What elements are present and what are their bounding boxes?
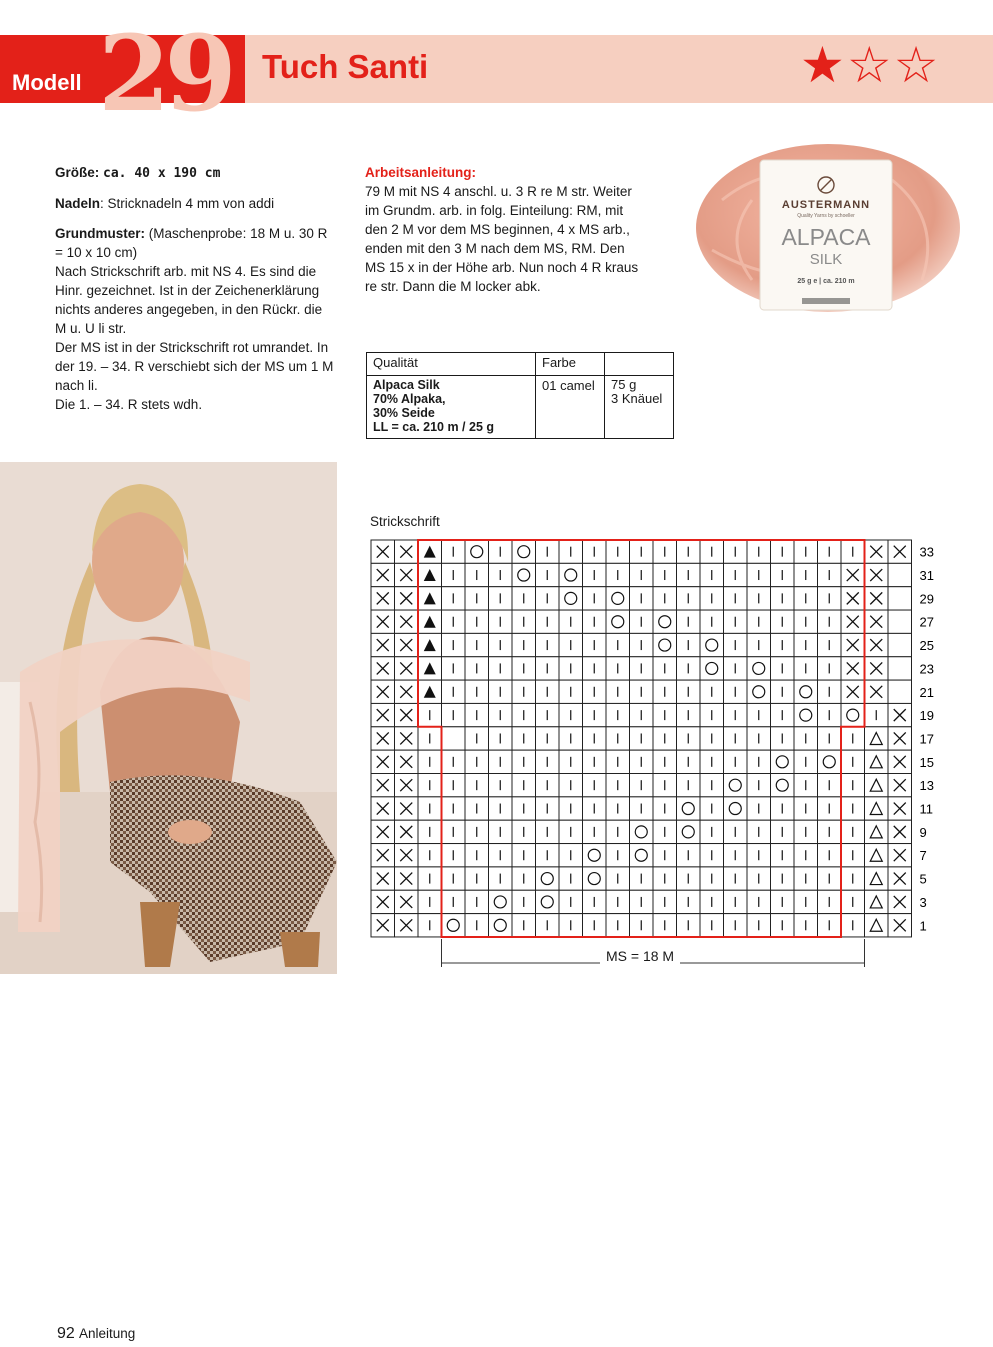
chart-cell (489, 914, 513, 937)
table-cell-quality (367, 376, 536, 439)
size-label: Größe: (55, 165, 100, 180)
amount-line: 3 Knäuel (611, 391, 663, 406)
instructions-heading: Arbeitsanleitung: (365, 165, 477, 180)
row-number: 9 (919, 824, 927, 840)
chart-cell (888, 657, 912, 680)
page-number: 92 (57, 1325, 75, 1342)
page-label: Anleitung (78, 1326, 136, 1341)
yarn-brand: AUSTERMANN (781, 199, 871, 211)
chart-cell (559, 587, 583, 610)
modell-label: Modell (12, 70, 82, 95)
row-number: 1 (919, 918, 927, 934)
chart-cell (700, 633, 724, 656)
row-number: 7 (919, 848, 927, 864)
chart-cell (865, 797, 889, 820)
chart-cell (559, 563, 583, 586)
chart-label: Strickschrift (370, 514, 440, 529)
chart-cell (771, 774, 795, 797)
chart-cell (606, 610, 630, 633)
chart-cell (865, 820, 889, 843)
chart-cell (747, 657, 771, 680)
row-number: 25 (919, 638, 934, 654)
pattern-note-1: Nach Strickschrift arb. mit NS 4. Es sind die Hinr. gezeichnet. Ist in der Zeichenerklärung nichts anderes angegeben, in den Rückr. die M u. U li str. (55, 264, 323, 336)
page-title: Tuch Santi (262, 48, 429, 85)
chart-cell (465, 540, 489, 563)
needles-value: : Stricknadeln 4 mm von addi (100, 196, 275, 211)
chart-cell (677, 820, 701, 843)
chart-cell (794, 703, 818, 726)
chart-cell (747, 680, 771, 703)
row-number: 11 (919, 801, 933, 817)
quality-table (366, 352, 674, 439)
row-number: 33 (919, 544, 934, 560)
difficulty-rating: ★☆☆ (800, 37, 941, 93)
chart-cell (536, 890, 560, 913)
quality-line: 70% Alpaka, (373, 392, 446, 406)
pattern-note-3: Die 1. – 34. R stets wdh. (55, 397, 203, 412)
row-number: 19 (919, 708, 934, 724)
row-number: 13 (919, 778, 934, 794)
yarn-name: ALPACA (781, 224, 871, 250)
yarn-name-2: SILK (809, 251, 843, 268)
quality-line: Alpaca Silk (373, 378, 440, 392)
chart-cell (888, 633, 912, 656)
chart-cell (583, 867, 607, 890)
knitting-chart (360, 530, 960, 975)
pattern-gauge: (Maschenprobe: 18 M u. 30 R = 10 x 10 cm) (55, 226, 328, 260)
table-header: Farbe (536, 353, 605, 376)
quality-line: LL = ca. 210 m / 25 g (373, 420, 495, 434)
chart-cell (888, 587, 912, 610)
size-value: ca. 40 x 190 cm (103, 166, 221, 181)
chart-cell (512, 563, 536, 586)
pattern-label: Grundmuster: (55, 226, 146, 241)
pattern-note-2: Der MS ist in der Strickschrift rot umrandet. In der 19. – 34. R verschiebt sich der MS um 1 M nach li. (55, 340, 334, 393)
chart-cell (865, 727, 889, 750)
row-number: 5 (919, 871, 927, 887)
yarn-tagline: Quality Yarns by schoeller (797, 213, 855, 219)
chart-cell (724, 797, 748, 820)
page-footer (57, 1325, 135, 1343)
model-photo (0, 462, 337, 974)
chart-cell (865, 750, 889, 773)
yarn-weight: 25 g e | ca. 210 m (797, 278, 855, 285)
amount-line: 75 g (611, 377, 637, 392)
quality-line: 30% Seide (373, 406, 435, 420)
chart-cell (888, 563, 912, 586)
chart-cell (442, 727, 466, 750)
instructions-text: 79 M mit NS 4 anschl. u. 3 R re M str. Weiter im Grundm. arb. in folg. Einteilung: RM, mit den 2 M vor dem MS beginnen, 4 x MS arb., enden mit den 3 M nach dem MS, RM. Den MS 15 x in der Höhe arb. Nun noch 4 R kraus re str. Dann die M locker abk. (365, 184, 639, 294)
row-number: 15 (919, 754, 934, 770)
chart-cell (865, 914, 889, 937)
row-number: 23 (919, 661, 934, 677)
ms-label: MS = 18 M (600, 948, 680, 964)
table-header (605, 353, 674, 376)
model-number: 29 (98, 12, 231, 135)
table-header: Qualität (367, 353, 536, 376)
chart-cell (865, 867, 889, 890)
instructions (365, 163, 648, 296)
chart-cell (536, 867, 560, 890)
chart-cell (653, 633, 677, 656)
chart-cell (442, 914, 466, 937)
chart-cell (865, 774, 889, 797)
chart-cell (630, 844, 654, 867)
chart-cell (630, 820, 654, 843)
chart-cell (700, 657, 724, 680)
row-number: 27 (919, 614, 934, 630)
table-cell-color: 01 camel (536, 376, 605, 439)
chart-cell (865, 890, 889, 913)
chart-cell (677, 797, 701, 820)
chart-cell (771, 750, 795, 773)
chart-cell (653, 610, 677, 633)
chart-cell (583, 844, 607, 867)
chart-cell (818, 750, 842, 773)
chart-cell (794, 680, 818, 703)
chart-cell (512, 540, 536, 563)
chart-cell (724, 774, 748, 797)
barcode (802, 298, 850, 304)
pattern-details (55, 163, 337, 414)
yarn-ball-image (692, 140, 964, 315)
chart-cell (888, 610, 912, 633)
row-number: 17 (919, 731, 934, 747)
row-number: 31 (919, 568, 934, 584)
needles-label: Nadeln (55, 196, 101, 211)
chart-cell (865, 844, 889, 867)
chart-cell (606, 587, 630, 610)
row-number: 3 (919, 894, 927, 910)
chart-cell (489, 890, 513, 913)
chart-cell (888, 680, 912, 703)
row-number: 29 (919, 591, 934, 607)
row-number: 21 (919, 684, 934, 700)
chart-cell (841, 703, 865, 726)
table-cell-amount (605, 376, 674, 439)
